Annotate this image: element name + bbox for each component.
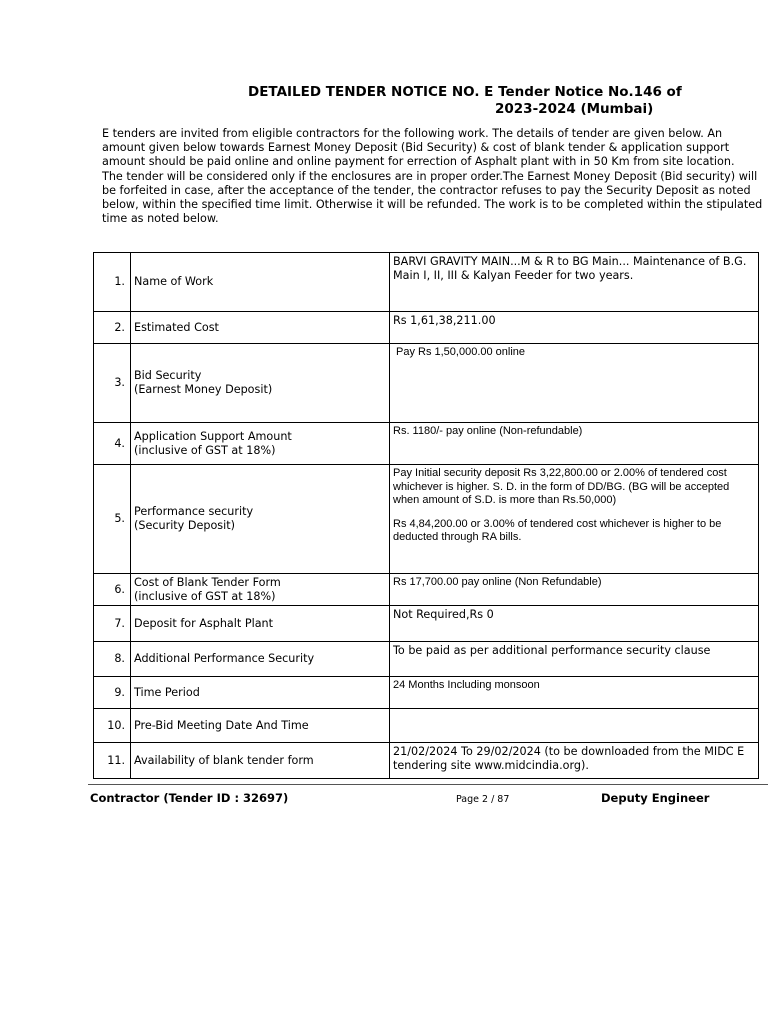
footer-contractor: Contractor (Tender ID : 32697)	[90, 791, 289, 805]
row-value: To be paid as per additional performance security clause	[390, 642, 759, 677]
table-row	[94, 709, 759, 743]
row-label-line-2: (Earnest Money Deposit)	[134, 383, 273, 396]
row-value: 21/02/2024 To 29/02/2024 (to be downloaded from the MIDC E tendering site www.midcindia.org).	[390, 743, 759, 779]
row-number: 3.	[94, 344, 131, 423]
row-value: Rs. 1180/- pay online (Non-refundable)	[390, 423, 759, 465]
row-label-line: Estimated Cost	[134, 320, 219, 334]
footer-divider	[88, 784, 768, 785]
table-row	[94, 606, 759, 642]
row-label-line: Additional Performance Security	[134, 652, 315, 665]
table-row	[94, 312, 759, 344]
row-label-line: Deposit for Asphalt Plant	[134, 616, 274, 630]
intro-text	[102, 127, 766, 226]
table-row	[94, 344, 759, 423]
row-value: 24 Months Including monsoon	[390, 677, 759, 709]
table-row	[94, 465, 759, 574]
table-row	[94, 253, 759, 312]
table-row	[94, 677, 759, 709]
row-number: 2.	[94, 312, 131, 344]
row-label-line-2: (Security Deposit)	[134, 519, 235, 532]
intro-paragraph-1: E tenders are invited from eligible contractors for the following work. The details of tender are given below. An amount given below towards Earnest Money Deposit (Bid Security) & cost of blank tender & application support amount should be paid online and online payment for errection of Asphalt plant with in 50 Km from site location.	[102, 127, 735, 169]
row-label	[131, 253, 390, 312]
row-label	[131, 606, 390, 642]
row-number: 11.	[94, 743, 131, 779]
row-number: 6.	[94, 574, 131, 606]
row-value	[390, 709, 759, 743]
row-label	[131, 423, 390, 465]
row-label	[131, 709, 390, 743]
row-value	[390, 465, 759, 574]
row-number: 10.	[94, 709, 131, 743]
row-label	[131, 465, 390, 574]
row-label	[131, 344, 390, 423]
table-row	[94, 743, 759, 779]
page-title	[248, 84, 682, 118]
table-row	[94, 574, 759, 606]
row-label-line: Application Support Amount	[134, 429, 292, 443]
footer-page-number: Page 2 / 87	[456, 794, 510, 805]
row-label-line: Pre-Bid Meeting Date And Time	[134, 718, 309, 732]
row-label	[131, 642, 390, 677]
row-value: Pay Rs 1,50,000.00 online	[390, 344, 759, 423]
row-value: Not Required,Rs 0	[390, 606, 759, 642]
row-label-line: Time Period	[134, 685, 200, 699]
title-line-1: DETAILED TENDER NOTICE NO. E Tender Notice No.146 of	[248, 84, 682, 100]
row-number: 8.	[94, 642, 131, 677]
row-number: 9.	[94, 677, 131, 709]
row-label-line: Performance security	[134, 505, 254, 518]
title-line-2: 2023-2024 (Mumbai)	[495, 101, 654, 117]
row-label-line-2: (inclusive of GST at 18%)	[134, 589, 276, 603]
intro-paragraph-2: The tender will be considered only if the enclosures are in proper order.The Earnest Money Deposit (Bid security) will be forfeited in case, after the acceptance of the tender, the contractor refuses to pay the Security Deposit as noted below, within the specified time limit. Otherwise it will be refunded. The work is to be completed within the stipulated time as noted below.	[102, 169, 763, 226]
row-label-line-2: (inclusive of GST at 18%)	[134, 443, 276, 457]
row-value-text: Pay Initial security deposit Rs 3,22,800.00 or 2.00% of tendered cost whichever is higher. S. D. in the form of DD/BG. (BG will be accepted when amount of S.D. is more than Rs.50,000)	[393, 467, 730, 506]
row-number: 1.	[94, 253, 131, 312]
row-value: Rs 1,61,38,211.00	[390, 312, 759, 344]
row-value: Rs 17,700.00 pay online (Non Refundable)	[390, 574, 759, 606]
row-label-line: Bid Security	[134, 369, 202, 382]
row-number: 7.	[94, 606, 131, 642]
row-label-line: Name of Work	[134, 275, 214, 288]
table-row	[94, 642, 759, 677]
row-label	[131, 743, 390, 779]
row-value: BARVI GRAVITY MAIN...M & R to BG Main... Maintenance of B.G. Main I, II, III & Kalyan Feeder for two years.	[390, 253, 759, 312]
table-row	[94, 423, 759, 465]
footer-signatory: Deputy Engineer	[601, 791, 710, 805]
tender-details-table	[93, 252, 759, 779]
row-label	[131, 574, 390, 606]
row-label	[131, 677, 390, 709]
row-label-line: Availability of blank tender form	[134, 753, 314, 767]
row-number: 5.	[94, 465, 131, 574]
row-number: 4.	[94, 423, 131, 465]
row-label	[131, 312, 390, 344]
row-value-text-2: Rs 4,84,200.00 or 3.00% of tendered cost whichever is higher to be deducted through RA bills.	[393, 517, 722, 543]
row-label-line: Cost of Blank Tender Form	[134, 575, 281, 589]
